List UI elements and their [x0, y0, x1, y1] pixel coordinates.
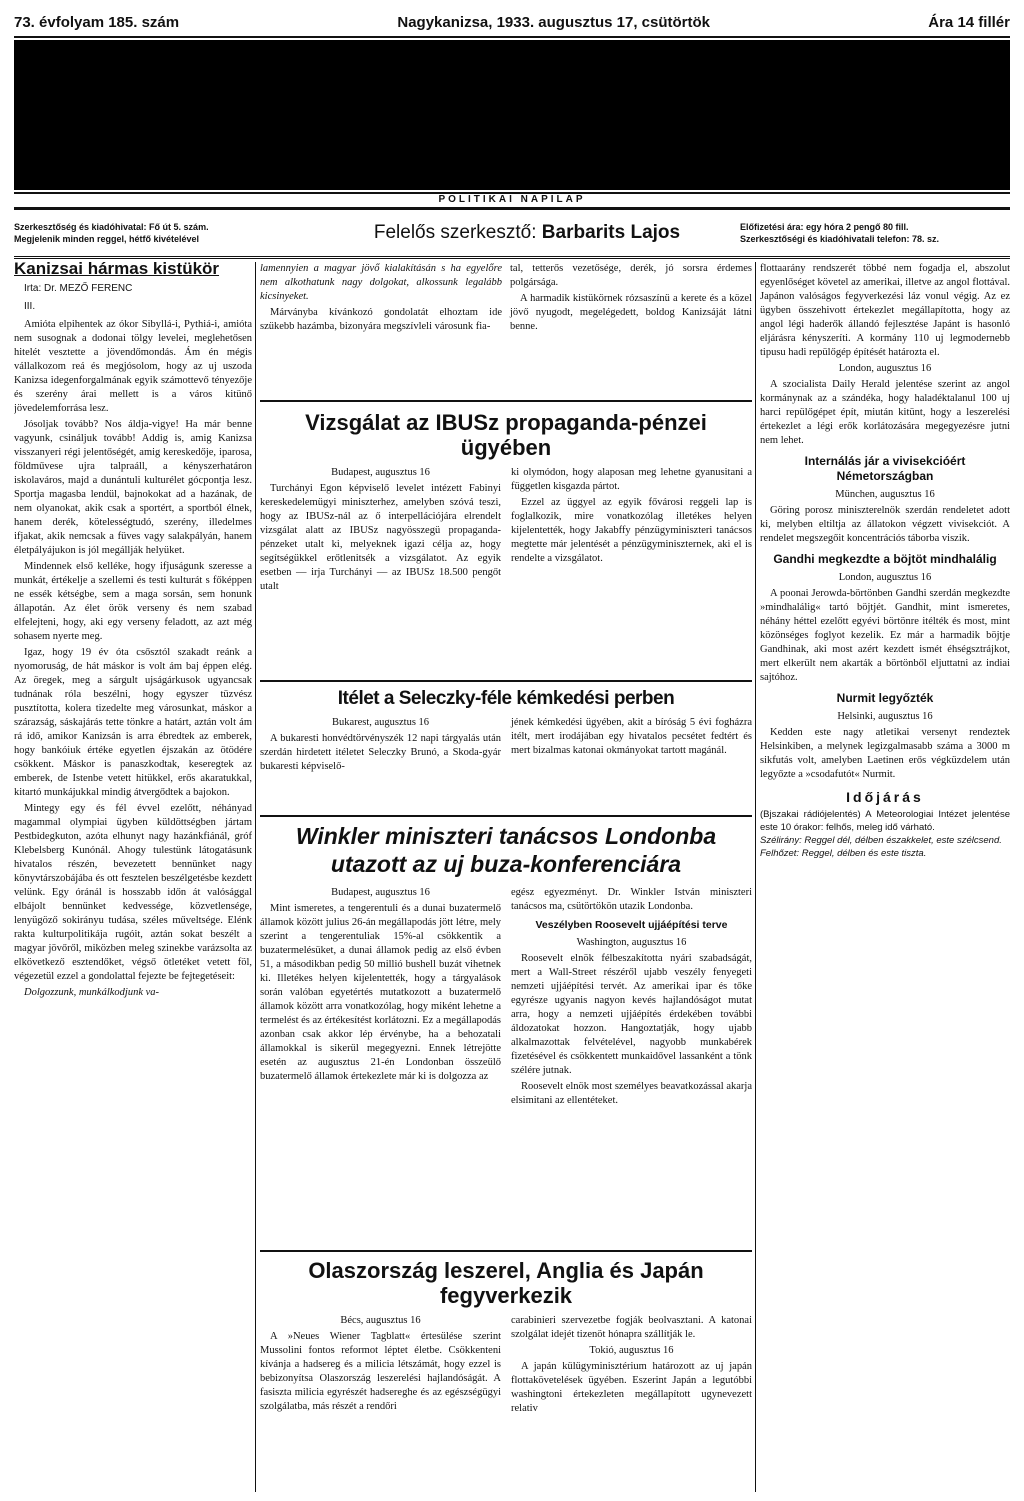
column-rule-1 [255, 262, 256, 1492]
section-rule [260, 1250, 752, 1252]
nurmi-headline: Nurmit legyőzték [836, 691, 934, 705]
paragraph: Mintegy egy és fél évvel ezelőtt, néhányad magammal olympiai ügyben küldöttségben jártam Pestbidegkuton, azóta elhunyt nagy hazánkfiánál, gróf Klebelsberg Kunónál. Ahogy tulestünk látogatásunk hivatalos részén, bevezetett bennünket nagy könyvtárszobájába és ott fesztelen beszélgetésbe kezdett velünk. Egy óránál is hosszabb időn át valósággal elbájolt bennünket kedvessége, közvetlensége, lenyügöző sokirányu tudása, széles műveltsége. Elénk rakta kulturpolitikája rugóit, aztán sokat beszélt a magyar jövőről, miközben meleg szinekbe varázsolta az elkövetkező esztendőket, végső ötletéket vetett föl, végezetül ezzel a gondolattal fejezte be fejtegetéseit: [14, 803, 252, 982]
article-seleczky: Itélet a Seleczky-féle kémkedési perben Bukarest, augusztus 16 A bukaresti honvédtörvényszék 12 napi tárgyalás után szerdán hirdetett itéletet Seleczky Brunó, a Skoda-gyár bukaresti képviselő- jének kémkedési ügyében, akit a bíróság 5 évi fogházra itélt, mert irodájában egy hivatalos pecsétet fedtért és mert bizalmas katonai okmányokat tartott magánál. [260, 688, 752, 772]
winkler-headline-2: utazott az uj buza-konferenciára [330, 851, 682, 877]
seleczky-headline: Itélet a Seleczky-féle kémkedési perben [337, 688, 675, 709]
volume-number: 73. évfolyam 185. szám [14, 13, 180, 31]
paragraph: Amióta elpihentek az ókor Sibyllá-i, Pythiá-i, amióta nem susognak a dodonai tölgy levelei, meglehetősen hitelét vesztette a jövendőmondás. Ám én mégis vállalkozom reá és megjósolom, hogy az uj uszoda Kanizsa idegenforgalmának egyik számottevő tényezője és szerény árai mellett is a város kitünő jövedelemforrása lesz. [14, 319, 252, 414]
column-rule-3 [755, 262, 756, 1492]
section-rule [260, 400, 752, 402]
weather-wind: Szélirány: Reggel dél, délben északkelet, este szélcsend. [760, 835, 1002, 846]
byline: Irta: Dr. MEZŐ FERENC [24, 283, 133, 294]
paragraph: Igaz, hogy 19 év óta csősztól szakadt reánk a nyomoruság, de hát máskor is volt ám baj éppen elég. Az öregek, meg a sárgult ujságárkusok ugyancsak tudnának róla beszélni, hogy egyszer tüzvész pusztította, kolera tizedelte meg városunkat, máskor a szárazság, sáskajárás tette tönkre a határt, aztán volt ám rá idő, amikor Kanizsán is arra ébredtek az emberek, hogy bankóiuk értéke egyetlen éjszakán az ötödére csökkent. Máskor is panaszkodtak, keseregtek az emberek, de Istenbe vetett hitükkel, erős akaratukkal, kitartó munkájukkal mindig átvergődtek a bajokon. [14, 647, 252, 798]
section-rule [260, 680, 752, 682]
gandhi-headline: Gandhi megkezdte a böjtöt mindhalálig [773, 552, 997, 566]
weather-intro: (Bjszakai rádiójelentés) A Meteorologiai Intézet jelentése este 10 órakor: felhős, meleg idő várható. [760, 809, 1010, 833]
top-bar [14, 8, 1010, 38]
article-ibusz: Vizsgálat az IBUSz propaganda-pénzei ügyében Budapest, augusztus 16 Turchányi Egon képviselő levelet intézett Fabinyi kereskedelemügyi miniszterhez, amelyben szóvá teszi, hogy az IBUSz-nál az ő interpellációjára elrendelt vizsgálat alatt az IBUSz nagyösszegü propaganda-pénzeket utalt ki, melyeknek igazi célja az, hogy segítségükkel erőtlenitsék a vizsgálatot. Az egyik esetben — irja Turchányi — az IBUSz 18.500 pengőt utalt ki olymódon, hogy alaposan meg lehetne gyanusitani a független kisgazda pártot. Ezzel az üggyel az egyik fővárosi reggeli lap is foglalkozik, mire vonatkozólag illetékes helyen kijelentették, hogy Jakabffy pénzügyminiszteri tanácsos megtette már jelentését a pénzügyminiszternek, aki el is rendelte a vizsgálatot. [260, 410, 752, 592]
article-title: Kanizsai hármas kistükör [14, 262, 220, 278]
paragraph: Jósoljak tovább? Nos áldja-vigye! Ha már benne vagyunk, csináljuk tovább! Addig is, amig Kanizsa visszanyeri régi jelentőségét, amig kereskedője, iparosa, földművese ujra talpraáll, a kényszerhatáron iskolaváros, majd a dunántuli kulturélet gócpontja lesz. Sportja magasba lendül, bajnokokat ad a hazának, de nem olyanokat, akik csak a sportért, a sportból élnek, hanem derék, kötelességtudó, szerény, illedelmes ifjakat, akik nemcsak a füves vagy salakpályán, hanem életpályájukon is jól megállják helyüket. [14, 419, 252, 556]
political-daily-label: POLITIKAI NAPILAP [14, 192, 1010, 208]
article-continuation-col2: lamennyien a magyar jövő kialakításán s ha egyelőre nem alkothatunk nagy dolgokat, alkossunk legalább kicsinyeket. Márványba kívánkozó gondolatát elhoztam ide szükebb hazámba, bizonyára megszívleli városunk fia- [260, 263, 502, 332]
internalas-headline: Internálás jár a vivisekcióért Németországban [804, 454, 966, 483]
editor-credit: Felelős szerkesztő: Barbarits Lajos [373, 222, 681, 243]
paragraph: Mindennek első kelléke, hogy ifjuságunk szeresse a munkát, értékelje a szellemi és testi kulturát s főképpen ne essék kétségbe, sem a maga sorsán, sem honunk állapotán. Az élet örök verseny és nem szabad elfelejteni, hogy, aki egy verseny feladott, az azt még sohasem nyerte meg. [14, 561, 252, 642]
weather-clouds: Felhőzet: Reggel, délben és este tiszta. [760, 848, 927, 859]
italy-headline-1: Olaszország leszerel, Anglia és Japán [308, 1258, 704, 1283]
masthead-black-band [14, 40, 1010, 190]
article-continuation-col3: tal, tetterős vezetősége, derék, jó sorsra érdemes polgársága. A harmadik kistükörnek rózsaszínü a kerete és a közel jövő nyugodt, megelégedett, boldog Kanizsáját látni benne. [510, 263, 752, 332]
roosevelt-subheadline: Veszélyben Roosevelt ujjáépítési terve [535, 919, 728, 931]
winkler-headline-1: Winkler miniszteri tanácsos Londonba [295, 823, 717, 849]
editor-name: Barbarits Lajos [541, 222, 681, 243]
article-olaszorszag: Olaszország leszerel, Anglia és Japán fegyverkezik Bécs, augusztus 16 A »Neues Wiener Tagblatt« értesülése szerint Mussolini fontos reformot léptet életbe. Csökkenteni kívánja a hadsereg és a milicia létszámát, hogy ezzel is bebizonyítsa Olaszország leszerelési hajlandóságát. A fasiszta milicia egyrészét hadsereghe és az egészségügyi szolgálatba, más részét a rendőri carabinieri szervezetbe fogják beolvasztani. A katonai szolgálat idejét tizenöt hónapra szállítják le. Tokió, augusztus 16 A japán külügyminisztérium határozott az uj japán flottakövetelések ügyében. Eszerint Japán a legutóbbi washingtoni értekezleten megállapított ugynevezett relativ [260, 1258, 752, 1414]
weather-headline: Időjárás [846, 789, 924, 805]
article-winkler: Winkler miniszteri tanácsos Londonba utazott az uj buza-konferenciára Budapest, augusztus 16 Mint ismeretes, a tengerentuli és a dunai buzatermelő államok között julius 26-án megállapodás jött létre, mely szerint a tengerentuliak 15%-al csökkentik a buzatermelésüket, a dunai államok pedig az első évben 51, a másodikban pedig 50 millió bushell buzát vihetnek ki. Illetékes helyen kijelentették, hogy a tárgyalások során valóban egyetértés mutatkozott a buzatermelő államok között arra vonatkozólag, hogy miként lehetne a termelést és az értékesítést korlátozni. Ez a megállapodás azonban csak akkor lép érvénybe, ha a behozatali államokkal is sikerül megegyezni. Ennek létrejötte esetén az augusztus 21-én Londonban összeülő buzatermelő államok értekezlete már ki is dolgozza az egész egyezményt. Dr. Winkler István miniszteri tanácsos ma, csütörtökön utazik Londonba. Veszélyben Roosevelt ujjáépítési terve Washington, augusztus 16 Roosevelt elnök félbeszakította nyári szabadságát, mert a Wall-Street részéről ujabb veszély fenyegeti nemzeti ujjáépítési tervét. Az amerikai ipar és tőke egyrésze ugyanis nagyon kevés hajlandóságot mutat arra, hogy a nemzeti ujjáépítés érdekében további áldozatokat hozzon. Hangoztatják, hogy ujabb alkalmazottak felvételével, nagyobb munkabérek fizetésével és csökkentett munkaidővel lassanként a tönk szélére jutnak. Roosevelt elnök most személyes beavatkozással akarja elsimitani az ellentéteket. [260, 823, 752, 1106]
paragraph: Dolgozzunk, munkálkodjunk va- [24, 987, 160, 998]
column-news-briefs: flottaarány rendszerét többé nem fogadja el, abszolut egyenlőséget követel az amerikai, illetve az angol flottával. Japánon valóságos fegyverkezési láz vonul végig. Az ez ügyben összehivott értekezlet megállapította, hogy az angol légi haderők állandó fejlesztése Japánt is hasonló eljárásra kényszeríti. A kormány 110 uj legmodernebb tipusu hadi repülőgép építését határozta el. London, augusztus 16 A szocialista Daily Herald jelentése szerint az angol kormánynak az a szándéka, hogy haladéktalanul 100 uj harci repülőgépet épít, miután kitünt, hogy a leszerelési értekezlet a légi erők korlátozására megegyezésre jutni nem lehet. Internálás jár a vivisekcióért Németországban München, augusztus 16 Göring porosz miniszterelnök szerdán rendeletet adott ki, melyben eltiltja az állatokon végzett vivisekciót. A rendelet megszegőit koncentrációs táborba viszik. Gandhi megkezdte a böjtöt mindhalálig London, augusztus 16 A poonai Jerowda-börtönben Gandhi szerdán megkezdte »mindhalálig« tartó böjtjét. Gandhit, mint ismeretes, néhány héttel ezelőtt egyévi börtönre itélték és most, mint közönséges foglyot kezelik. Ez már a harmadik böjtje Gandhinak, aki most azért kezdett ismét éhségsztrájkot, mert elkerült nem akarták a börtönből eljuttatni az indiai sajtóhoz. Nurmit legyőzték Helsinki, augusztus 16 Kedden este nagy atletikai versenyt rendeztek Helsinkiben, a melynek legizgalmasabb száma a 3000 m sikfutás volt, amelyben Laetinen erős végküzdelem után legyőzte a »csodafutót« Nurmit. Időjárás (Bjszakai rádiójelentés) A Meteorologiai Intézet jelentése este 10 órakor: felhős, meleg idő várható. Szélirány: Reggel dél, délben északkelet, este szélcsend. Felhőzet: Reggel, délben és este tiszta. [760, 263, 1010, 859]
price: Ára 14 fillér [928, 13, 1010, 31]
info-bar [14, 207, 1010, 259]
section-number: III. [24, 301, 36, 312]
office-info: Szerkesztőség és kiadóhivatal: Fő út 5. szám. Megjelenik minden reggel, hétfő kivételével [14, 222, 209, 244]
subscription-info: Előfizetési ára: egy hóra 2 pengő 80 fill. Szerkesztőségi és kiadóhivatali telefon: 78. sz. [739, 222, 940, 244]
ibusz-headline: Vizsgálat az IBUSz propaganda-pénzei ügyében [305, 410, 707, 460]
italy-headline-2: fegyverkezik [439, 1283, 573, 1308]
section-rule [260, 815, 752, 817]
place-date: Nagykanizsa, 1933. augusztus 17, csütörtök [397, 13, 710, 31]
article-kanizsai-kistukor [14, 262, 252, 1492]
